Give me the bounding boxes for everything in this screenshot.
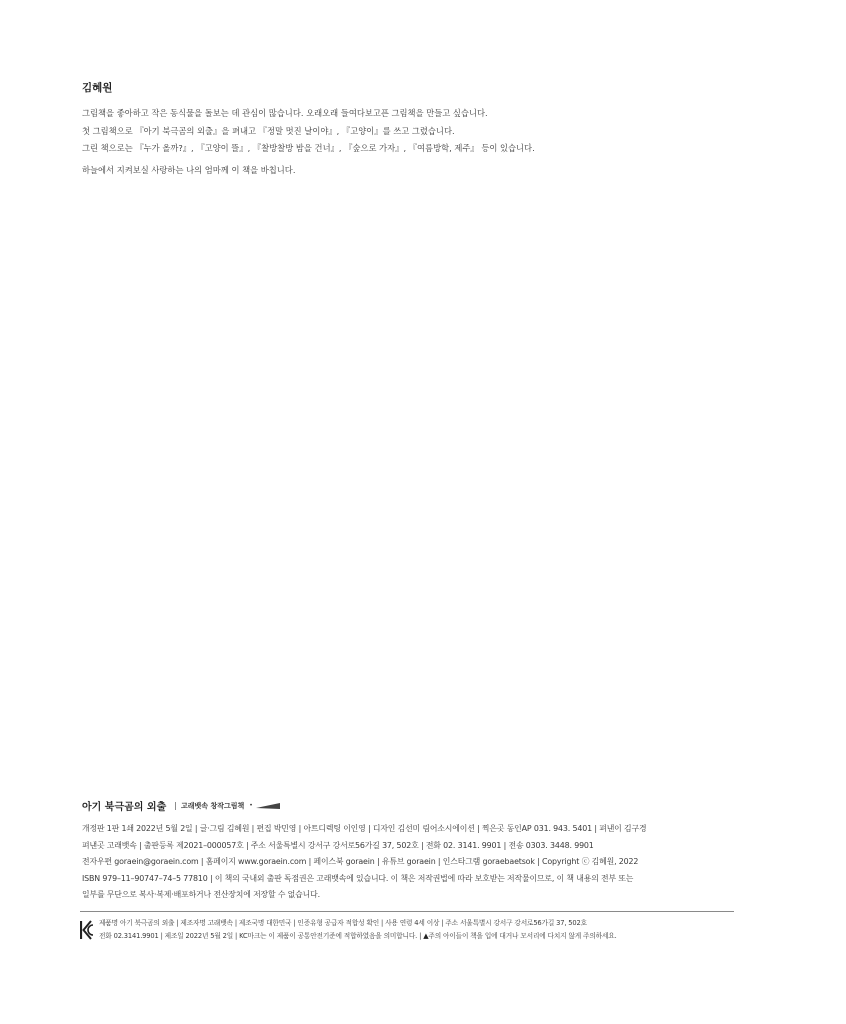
- colophon-line: 펴낸곳 고래뱃속 | 출판등록 제2021–000057호 | 주소 서울특별시 강서구 강서로56가길 37, 502호 | 전화 02. 3141. 9901 | 전송 0303. 3448. 9901: [82, 840, 594, 850]
- colophon-line: 개정판 1판 1쇄 2022년 5월 2일 | 글·그림 김혜원 | 편집 박민영 | 아트디렉팅 이인영 | 디자인 김선미 림어소시에이션 | 찍은곳 동인AP 031. 943. 5401 | 펴낸이 김구경: [82, 824, 647, 833]
- whale-shape-icon: [256, 803, 280, 809]
- colophon-line: ISBN 979–11–90747–74–5 77810 | 이 책의 국내외 출판 독점권은 고래뱃속에 있습니다. 이 책은 저작권법에 따라 보호받는 저작물이므로, 이 책 내용의 전부 또는: [82, 873, 634, 883]
- author-bio-line: 그림책을 좋아하고 작은 동식물을 돌보는 데 관심이 많습니다. 오래오래 들여다보고픈 그림책을 만들고 싶습니다.: [82, 108, 488, 118]
- series-name: 고래뱃속 창작그림책: [180, 801, 245, 810]
- book-title: 아기 북극곰의 외출: [82, 802, 167, 813]
- kc-info-line: 제품명 아기 북극곰의 외출 | 제조자명 고래뱃속 | 제조국명 대한민국 | 인증유형 공급자 적합성 확인 | 사용 연령 4세 이상 | 주소 서울특별시 강서구 강서로56가길 37, 502호: [99, 919, 587, 927]
- colophon: [82, 798, 734, 904]
- colophon-line: 일부를 무단으로 복사·복제·배포하거나 전산장치에 저장할 수 없습니다.: [82, 890, 320, 899]
- kc-mark-icon: [80, 919, 94, 941]
- series-separator: |: [174, 801, 177, 810]
- kc-warning-text: 주의 아이들이 책을 입에 대거나 모서리에 다치지 않게 주의하세요.: [428, 932, 617, 940]
- colophon-line: 전자우편 goraein@goraein.com | 홈페이지 www.goraein.com | 페이스북 goraein | 유튜브 goraein | 인스타그램 goraebaetsok | Copyright ⓒ 김혜원, 2022: [82, 857, 639, 866]
- dedication: 하늘에서 지켜보실 사랑하는 나의 엄마께 이 책을 바칩니다.: [82, 164, 296, 175]
- whale-logo-icon: [249, 802, 280, 809]
- series-bullet: •: [249, 802, 253, 809]
- kc-certification: [80, 911, 734, 943]
- author-name: 김혜원: [82, 82, 113, 94]
- kc-contact-text: 전화 02.3141.9901 | 제조일 2022년 5월 2일 | KC마크는 이 제품이 공통안전기준에 적합하였음을 의미합니다. |: [99, 932, 422, 940]
- kc-info-line: [99, 930, 617, 943]
- author-bio-line: 첫 그림책으로 『아기 북극곰의 외출』을 펴내고 『정말 멋진 날이야』, 『고양이』를 쓰고 그렸습니다.: [82, 125, 455, 136]
- book-title-row: [82, 798, 734, 813]
- author-section: [82, 80, 602, 179]
- author-bio-line: 그린 책으로는 『누가 올까?』, 『고양이 뜰』, 『찰방찰방 밤을 건너』, 『숲으로 가자』, 『여름방학, 제주』 등이 있습니다.: [82, 143, 535, 153]
- warning-icon: ▲: [423, 932, 429, 940]
